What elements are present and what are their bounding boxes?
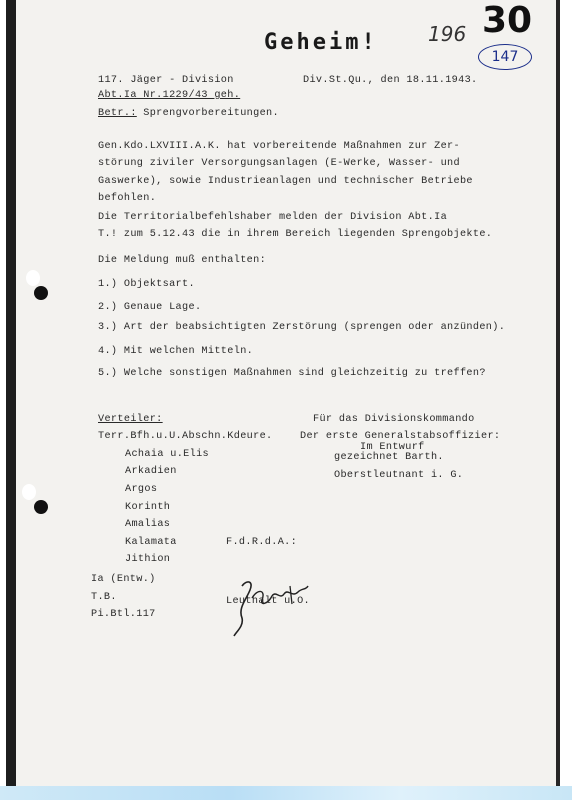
reference-number: Abt.Ia Nr.1229/43 geh. (98, 90, 241, 101)
subject-line (98, 108, 279, 119)
signer-name: Leuthalt u.O. (226, 596, 311, 607)
distribution-place: Korinth (125, 502, 171, 513)
punch-hole-white (22, 484, 36, 500)
para2-line: Die Territorialbefehlshaber melden der Division Abt.Ia (98, 212, 448, 223)
distribution-place: Amalias (125, 519, 171, 530)
scan-bottom-edge (0, 786, 572, 800)
circled-number: 147 (478, 44, 532, 70)
distribution-place: Arkadien (125, 466, 177, 477)
signature-line: Im Entwurf (360, 442, 425, 453)
handwritten-signature (228, 578, 318, 638)
place-date: Div.St.Qu., den 18.11.1943. (303, 75, 478, 86)
list-item: 5.) Welche sonstigen Maßnahmen sind gleichzeitig zu treffen? (98, 368, 486, 379)
para1-line: störung ziviler Versorgungsanlagen (E-Werke, Wasser- und (98, 158, 460, 169)
pencil-number: 196 (428, 22, 467, 46)
punch-hole (34, 500, 48, 514)
para3-line: Die Meldung muß enthalten: (98, 255, 267, 266)
distribution-place: Argos (125, 484, 158, 495)
para1-line: Gen.Kdo.LXVIII.A.K. hat vorbereitende Maßnahmen zur Zer- (98, 141, 460, 152)
signature-line: Der erste Generalstabsoffizier: (300, 431, 501, 442)
list-item: 2.) Genaue Lage. (98, 302, 202, 313)
list-item: 3.) Art der beabsichtigten Zerstörung (sprengen oder anzünden). (98, 322, 506, 333)
signature-line: Oberstleutnant i. G. (334, 470, 464, 481)
signature-line: gezeichnet Barth. (334, 452, 444, 463)
subject-label: Betr.: (98, 108, 137, 119)
distribution-label: Verteiler: (98, 414, 163, 425)
para1-line: Gaswerke), sowie Industrieanlagen und technischer Betriebe (98, 176, 473, 187)
distribution-extra: T.B. (91, 592, 117, 603)
distribution-line: Terr.Bfh.u.U.Abschn.Kdeure. (98, 431, 273, 442)
distribution-place: Achaia u.Elis (125, 449, 210, 460)
unit-name: 117. Jäger - Division (98, 75, 234, 86)
para2-line: T.! zum 5.12.43 die in ihrem Bereich liegenden Sprengobjekte. (98, 229, 493, 240)
distribution-extra: Pi.Btl.117 (91, 609, 156, 620)
para1-line: befohlen. (98, 193, 157, 204)
distribution-extra: Ia (Entw.) (91, 574, 156, 585)
fdrda-label: F.d.R.d.A.: (226, 537, 298, 548)
document-page (6, 0, 560, 790)
punch-hole-white (26, 270, 40, 286)
punch-hole (34, 286, 48, 300)
list-item: 4.) Mit welchen Mitteln. (98, 346, 254, 357)
distribution-place: Kalamata (125, 537, 177, 548)
distribution-place: Jithion (125, 554, 171, 565)
list-item: 1.) Objektsart. (98, 279, 195, 290)
classification-stamp: Geheim! (264, 30, 378, 55)
folio-number: 30 (482, 0, 533, 41)
subject-text: Sprengvorbereitungen. (143, 108, 279, 119)
signature-line: Für das Divisionskommando (313, 414, 475, 425)
